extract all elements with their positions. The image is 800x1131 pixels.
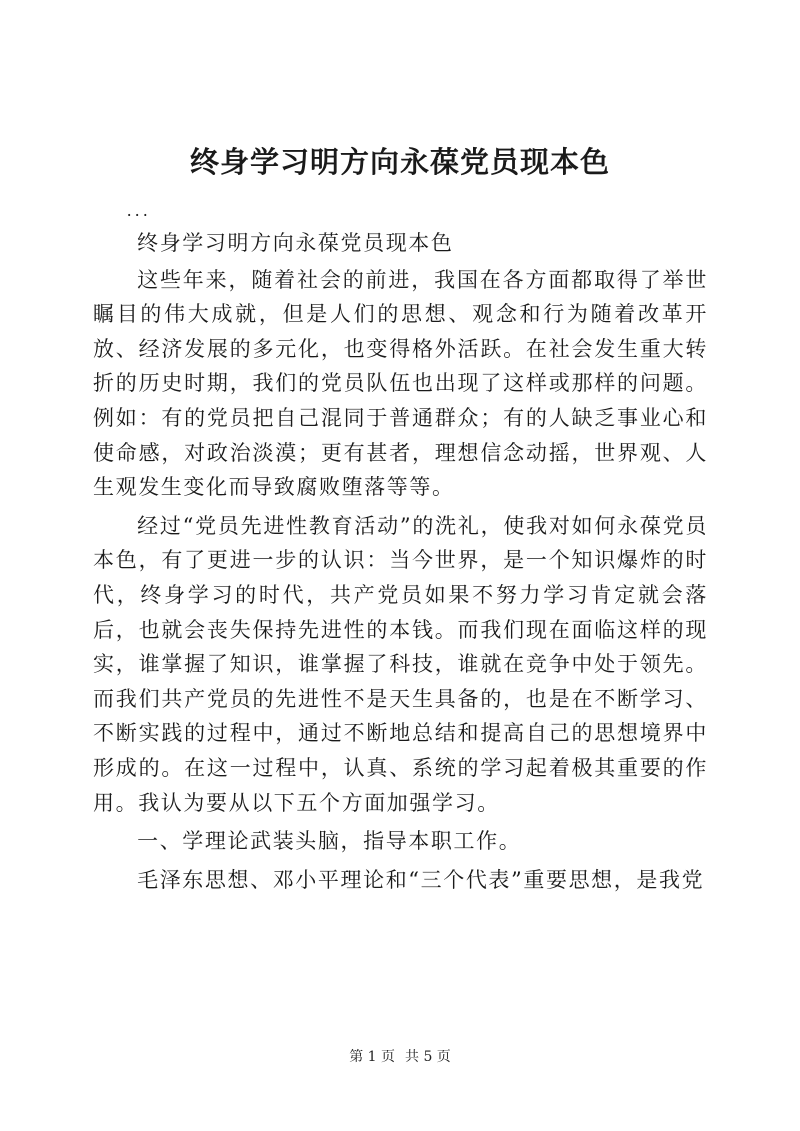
paragraph-2: 经过“党员先进性教育活动”的洗礼，使我对如何永葆党员本色，有了更进一步的认识：当今世界，是一个知识爆炸的时代，终身学习的时代，共产党员如果不努力学习肯定就会落后，也就会丧失保持先进性的本钱。而我们现在面临这样的现实，谁掌握了知识，谁掌握了科技，谁就在竞争中处于领先。而我们共产党员的先进性不是天生具备的，也是在不断学习、不断实践的过程中，通过不断地总结和提高自己的思想境界中形成的。在这一过程中，认真、系统的学习起着极其重要的作用。我认为要从以下五个方面加强学习。 xyxy=(93,513,708,815)
page-total: 共 5 页 xyxy=(405,1049,451,1065)
paragraph-1: 这些年来，随着社会的前进，我国在各方面都取得了举世瞩目的伟大成就，但是人们的思想、观念和行为随着改革开放、经济发展的多元化，也变得格外活跃。在社会发生重大转折的历史时期，我们的党员队伍也出现了这样或那样的问题。例如：有的党员把自己混同于普通群众；有的人缺乏事业心和使命感，对政治淡漠；更有甚者，理想信念动摇，世界观、人生观发生变化而导致腐败堕落等等。 xyxy=(93,267,708,500)
page-number: 第 1 页 xyxy=(349,1049,395,1065)
document-body xyxy=(93,196,708,901)
document-subtitle: 终身学习明方向永葆党员现本色 xyxy=(137,231,454,255)
paragraph-3: 毛泽东思想、邓小平理论和“三个代表”重要思想，是我党 xyxy=(137,867,705,892)
page-footer xyxy=(0,1047,800,1067)
ellipsis-line: ... xyxy=(126,201,151,220)
document-title: 终身学习明方向永葆党员现本色 xyxy=(189,145,610,179)
section-heading-1: 一、学理论武装头脑，指导本职工作。 xyxy=(137,829,522,854)
